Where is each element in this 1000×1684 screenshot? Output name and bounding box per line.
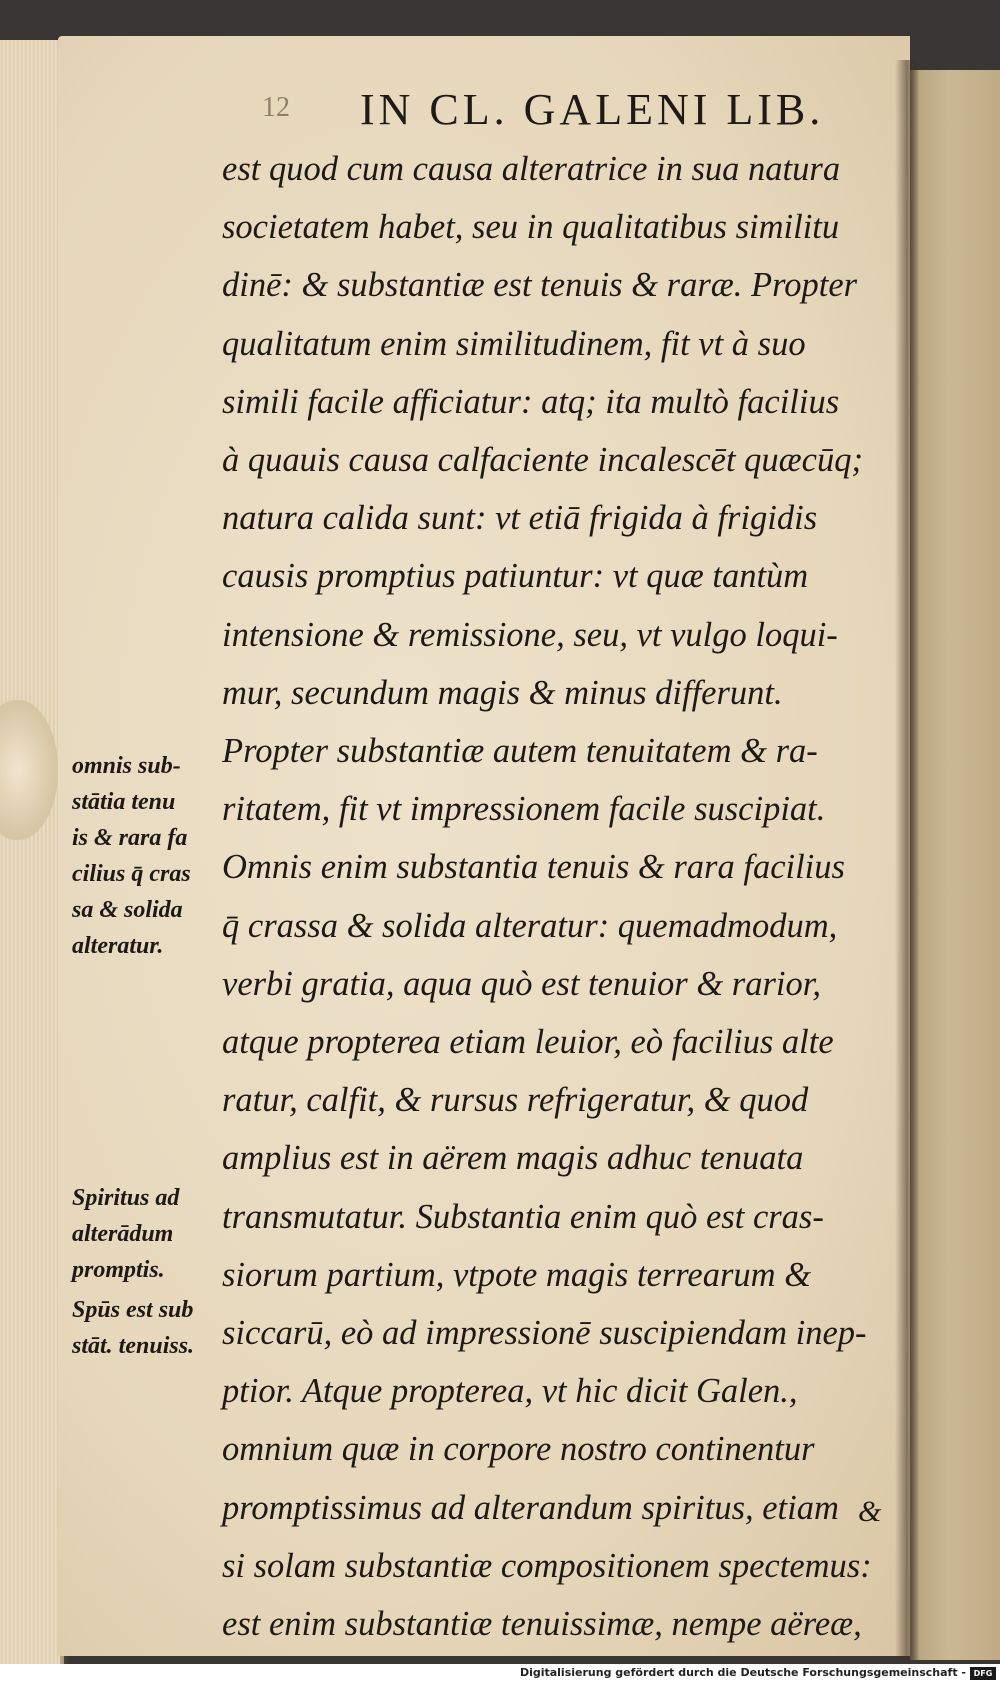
text-line: mur, secundum magis & minus differunt.: [222, 673, 783, 712]
margin-note-substance: [72, 748, 237, 964]
catchword: &: [858, 1495, 882, 1528]
text-line: si solam substantiæ compositionem spectemus:: [222, 1546, 872, 1585]
text-line: societatem habet, seu in qualitatibus similitu: [222, 208, 840, 247]
text-line: atque propterea etiam leuior, eò facilius alte: [222, 1023, 834, 1062]
text-line: promptissimus ad alterandum spiritus, etiam: [222, 1488, 839, 1527]
facing-page-edge: [910, 70, 1000, 1660]
text-line: simili facile afficiatur: atq; ita multò facilius: [222, 382, 840, 421]
text-line: q̄ crassa & solida alteratur: quemadmodum,: [222, 906, 838, 945]
text-line: ptior. Atque propterea, vt hic dicit Galen.,: [222, 1372, 798, 1411]
text-line: à quauis causa calfaciente incalescēt quæcūq;: [222, 441, 863, 480]
text-line: amplius est in aërem magis adhuc tenuata: [222, 1139, 804, 1178]
text-line: siccarū, eò ad impressionē suscipiendam inep-: [222, 1314, 867, 1353]
footer-credit: Digitalisierung gefördert durch die Deutsche Forschungsgemeinschaft -: [519, 1666, 966, 1679]
margin-note-spirit-substance: [72, 1292, 237, 1364]
margin-note-line: promptis.: [72, 1257, 165, 1283]
dfg-logo: DFG: [970, 1667, 996, 1680]
text-line: siorum partium, vtpote magis terrearum &: [222, 1255, 812, 1294]
margin-note-line: cilius q̄ cras: [72, 861, 191, 887]
margin-note-line: stātia tenu: [72, 789, 176, 815]
text-line: omnium quæ in corpore nostro continentur: [222, 1430, 815, 1469]
text-line: natura calida sunt: vt etiā frigida à frigidis: [222, 499, 818, 538]
footer-bar: [0, 1664, 1000, 1684]
margin-note-line: alterādum: [72, 1221, 174, 1247]
text-line: verbi gratia, aqua quò est tenuior & rarior,: [222, 964, 821, 1003]
margin-note-line: sa & solida: [72, 897, 183, 923]
clasp-shadow: [0, 700, 58, 840]
text-line: Propter substantiæ autem tenuitatem & ra-: [222, 732, 818, 771]
text-line: transmutatur. Substantia enim quò est cras-: [222, 1197, 824, 1236]
text-line: ratur, calfit, & rursus refrigeratur, & quod: [222, 1081, 809, 1120]
margin-note-line: Spūs est sub: [72, 1297, 194, 1323]
book-page-edges: [0, 40, 64, 1665]
text-line: ritatem, fit vt impressionem facile suscipiat.: [222, 790, 826, 829]
text-line: qualitatum enim similitudinem, fit vt à suo: [222, 324, 806, 363]
text-line: causis promptius patiuntur: vt quæ tantùm: [222, 557, 809, 596]
page-number: 12: [262, 92, 290, 123]
text-line: intensione & remissione, seu, vt vulgo loqui-: [222, 615, 838, 654]
margin-note-line: stāt. tenuiss.: [72, 1333, 195, 1359]
text-line: dinē: & substantiæ est tenuis & raræ. Propter: [222, 266, 858, 305]
margin-note-line: omnis sub-: [72, 753, 181, 779]
text-line: est enim substantiæ tenuissimæ, nempe aëreæ,: [222, 1605, 862, 1644]
margin-note-line: Spiritus ad: [72, 1185, 180, 1211]
margin-note-spirit: [72, 1180, 237, 1288]
text-line: Omnis enim substantia tenuis & rara facilius: [222, 848, 845, 887]
text-line: est quod cum causa alteratrice in sua natura: [222, 150, 841, 188]
margin-note-line: is & rara fa: [72, 825, 188, 851]
main-text-block: [222, 140, 912, 1653]
margin-note-line: alteratur.: [72, 933, 164, 959]
running-head: IN CL. GALENI LIB.: [360, 85, 825, 134]
